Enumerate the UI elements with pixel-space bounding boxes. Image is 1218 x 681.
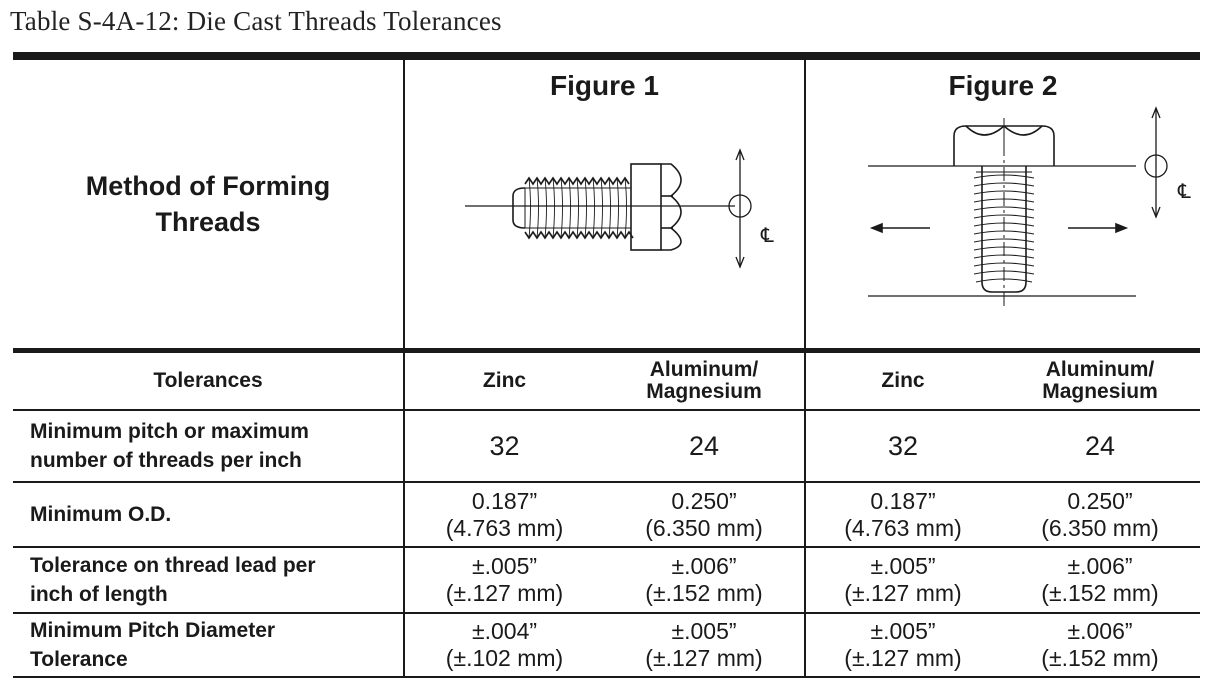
row-label [13, 410, 404, 482]
value-inch: 0.250” [1067, 487, 1133, 514]
row-label [13, 482, 404, 547]
value-mm: (±.127 mm) [645, 645, 763, 671]
value-mm: (6.350 mm) [1041, 514, 1159, 541]
figure-2-cell [805, 56, 1200, 351]
row-label [13, 613, 404, 677]
table-title: Table S-4A-12: Die Cast Threads Tolerances [10, 6, 502, 36]
value-mm: (±.127 mm) [844, 645, 962, 671]
figure-2-title: Figure 2 [948, 70, 1058, 101]
figure-row [13, 56, 1200, 351]
table-cell [604, 482, 805, 547]
row-label-line2: inch of length [30, 583, 168, 606]
table-row [13, 547, 1200, 613]
header-row [13, 351, 1200, 411]
value-inch: ±.006” [1067, 618, 1133, 644]
value-mm: (6.350 mm) [645, 514, 763, 541]
figure-1-cell [404, 56, 805, 351]
row-label-line2: number of threads per inch [30, 449, 302, 472]
figure-2-diagram [806, 102, 1201, 342]
value-mm: (4.763 mm) [844, 514, 962, 541]
header-aluminum-2-line1: Aluminum/ [1045, 358, 1155, 381]
header-zinc-1: Zinc [404, 351, 604, 411]
row-label-line1: Minimum pitch or maximum [30, 420, 309, 443]
table-cell: 32 [805, 410, 1000, 482]
row-label-line1: Minimum O.D. [30, 503, 172, 526]
table-cell [1000, 613, 1200, 677]
row-label-line2: Tolerance [30, 648, 128, 671]
figure-1-diagram [405, 102, 805, 332]
value-mm: (4.763 mm) [445, 514, 564, 541]
value-inch: 0.187” [870, 487, 936, 514]
value-inch: ±.005” [471, 553, 538, 579]
table-cell [404, 547, 604, 613]
value-mm: (±.152 mm) [1041, 645, 1159, 671]
header-aluminum-2 [1000, 351, 1200, 411]
figure-2-centerline-label: ℄ [1178, 179, 1191, 203]
method-heading-line1: Method of Forming [85, 171, 331, 201]
value-mm: (±.152 mm) [645, 580, 763, 606]
method-heading-line2: Threads [155, 207, 261, 237]
header-aluminum-1 [604, 351, 805, 411]
table-row [13, 613, 1200, 677]
method-heading-cell [13, 56, 404, 351]
table-cell [404, 482, 604, 547]
value-inch: ±.005” [870, 618, 936, 644]
table-cell [805, 613, 1000, 677]
row-label-line1: Tolerance on thread lead per [30, 554, 316, 577]
table-cell [1000, 482, 1200, 547]
value-inch: ±.005” [671, 618, 737, 644]
figure-1-centerline-label: ℄ [761, 223, 774, 247]
figure-1-title: Figure 1 [550, 70, 659, 101]
table-cell [1000, 547, 1200, 613]
value-inch: 0.250” [671, 487, 737, 514]
value-mm: (±.127 mm) [445, 580, 564, 606]
table-cell: 24 [604, 410, 805, 482]
table-cell: 24 [1000, 410, 1200, 482]
tolerance-table [13, 52, 1200, 678]
value-inch: ±.005” [870, 553, 936, 579]
header-zinc-2: Zinc [805, 351, 1000, 411]
table-cell [805, 547, 1000, 613]
row-label [13, 547, 404, 613]
header-tolerances: Tolerances [13, 351, 404, 411]
header-aluminum-2-line2: Magnesium [1042, 380, 1158, 403]
table-cell [404, 613, 604, 677]
table-row [13, 482, 1200, 547]
table-row [13, 410, 1200, 482]
value-inch: ±.006” [1067, 553, 1133, 579]
table-cell: 32 [404, 410, 604, 482]
row-label-line1: Minimum Pitch Diameter [30, 619, 276, 642]
value-inch: ±.006” [671, 553, 737, 579]
table-cell [604, 547, 805, 613]
value-inch: 0.187” [471, 487, 538, 514]
table-cell [604, 613, 805, 677]
header-aluminum-1-line1: Aluminum/ [649, 358, 759, 381]
header-aluminum-1-line2: Magnesium [646, 380, 762, 403]
value-mm: (±.127 mm) [844, 580, 962, 606]
value-mm: (±.152 mm) [1041, 580, 1159, 606]
value-inch: ±.004” [471, 618, 538, 644]
table-cell [805, 482, 1000, 547]
method-heading [13, 168, 403, 240]
value-mm: (±.102 mm) [445, 645, 564, 671]
